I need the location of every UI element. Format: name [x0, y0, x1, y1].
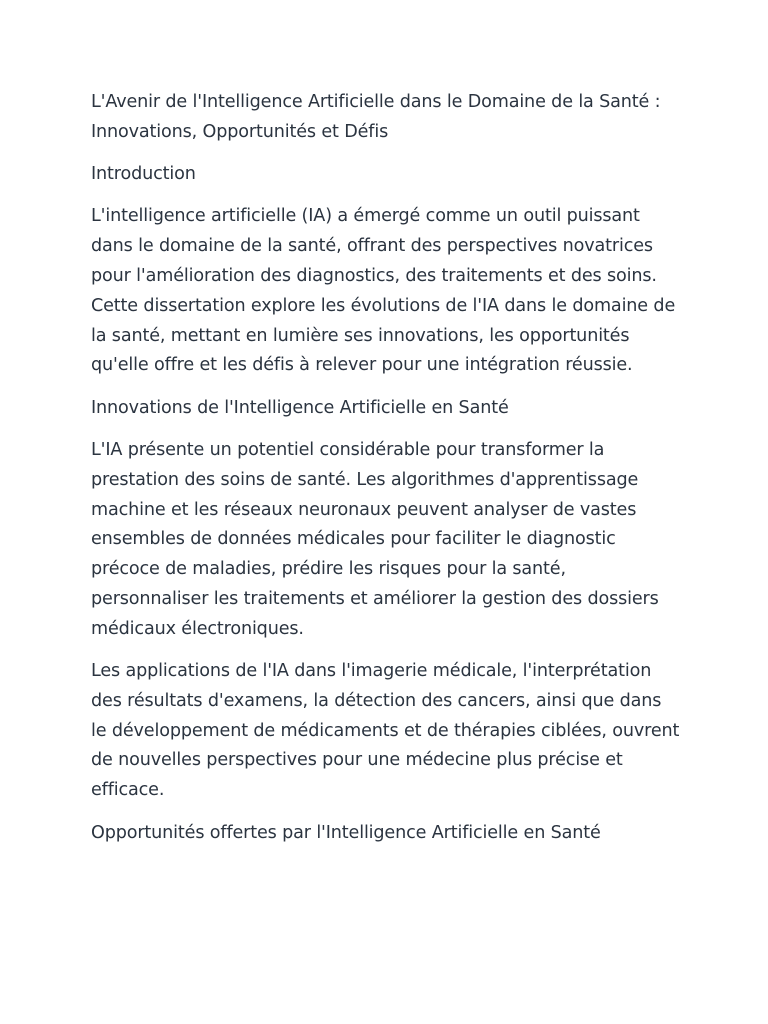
innovations-paragraph-2: Les applications de l'IA dans l'imagerie médicale, l'interprétation des résultats d'examens, la détection des cancers, ainsi que dans le développement de médicaments et de thérapies ciblées, ouvrent de nouvelles perspectives pour une médecine plus précise et efficace. [91, 661, 680, 801]
document-title: L'Avenir de l'Intelligence Artificielle dans le Domaine de la Santé : Innovations, Opportunités et Défis [91, 92, 661, 142]
innovations-paragraph-1: L'IA présente un potentiel considérable pour transformer la prestation des soins de santé. Les algorithmes d'apprentissage machine et les réseaux neuronaux peuvent analyser de vastes ensembles de données médicales pour faciliter le diagnostic précoce de maladies, prédire les risques pour la santé, personnaliser les traitements et améliorer la gestion des dossiers médicaux électroniques. [91, 439, 659, 639]
document-page [91, 88, 681, 861]
section-heading-introduction: Introduction [91, 164, 196, 185]
section-heading-innovations: Innovations de l'Intelligence Artificielle en Santé [91, 397, 509, 418]
introduction-paragraph: L'intelligence artificielle (IA) a émergé comme un outil puissant dans le domaine de la santé, offrant des perspectives novatrices pour l'amélioration des diagnostics, des traitements et des soins. Cette dissertation explore les évolutions de l'IA dans le domaine de la santé, mettant en lumière ses innovations, les opportunités qu'elle offre et les défis à relever pour une intégration réussie. [91, 206, 676, 376]
section-heading-opportunities: Opportunités offertes par l'Intelligence Artificielle en Santé [91, 822, 601, 843]
